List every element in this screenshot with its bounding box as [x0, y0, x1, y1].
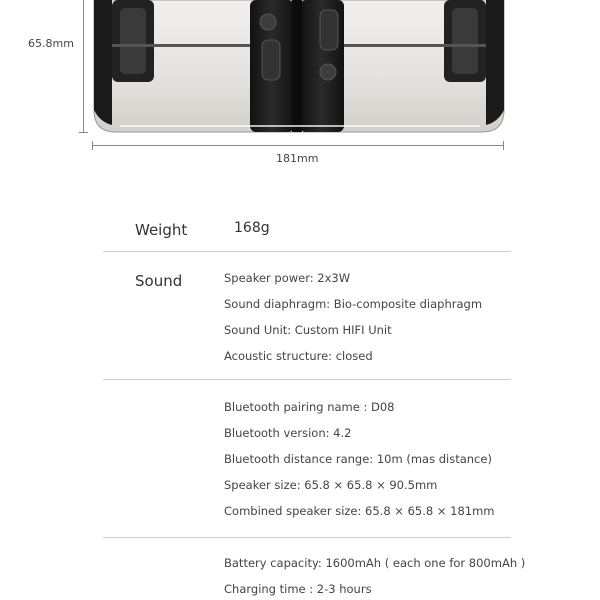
- width-dimension-line: [92, 145, 504, 146]
- width-dimension-label: 181mm: [276, 152, 319, 165]
- spec-divider: [103, 379, 511, 380]
- width-dimension-cap-left: [92, 141, 93, 150]
- speaker-product-image: [90, 0, 510, 140]
- sound-item: Sound diaphragm: Bio-composite diaphragm: [224, 297, 483, 311]
- bluetooth-item: Bluetooth distance range: 10m (mas distance): [224, 452, 492, 466]
- spec-divider: [103, 251, 511, 252]
- weight-value: 168g: [234, 220, 270, 236]
- spec-divider: [103, 537, 511, 538]
- battery-item: Charging time : 2-3 hours: [224, 582, 372, 596]
- bluetooth-item: Speaker size: 65.8 × 65.8 × 90.5mm: [224, 478, 438, 492]
- sound-item: Sound Unit: Custom HIFI Unit: [224, 323, 392, 337]
- sound-label: Sound: [135, 272, 183, 290]
- sound-item: Acoustic structure: closed: [224, 349, 373, 363]
- height-dimension-cap: [79, 132, 88, 133]
- weight-label: Weight: [135, 221, 188, 239]
- width-dimension-cap-right: [503, 141, 504, 150]
- sound-item: Speaker power: 2x3W: [224, 271, 351, 285]
- bluetooth-item: Bluetooth pairing name : D08: [224, 400, 395, 414]
- battery-item: Battery capacity: 1600mAh ( each one for 800mAh ): [224, 556, 526, 570]
- bluetooth-item: Bluetooth version: 4.2: [224, 426, 352, 440]
- height-dimension-label: 65.8mm: [28, 37, 74, 50]
- product-image-area: [0, 0, 600, 215]
- bluetooth-item: Combined speaker size: 65.8 × 65.8 × 181mm: [224, 504, 495, 518]
- height-dimension-line: [83, 0, 84, 132]
